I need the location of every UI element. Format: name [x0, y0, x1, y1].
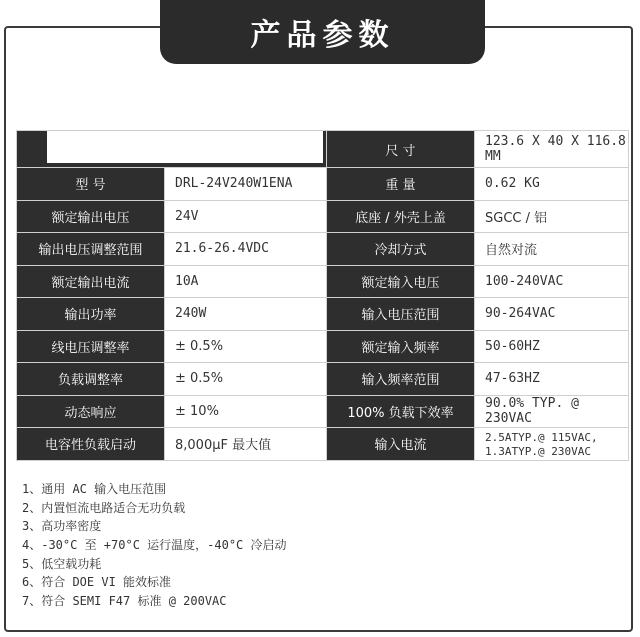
blank-header-cell: [17, 131, 327, 168]
table-row: [17, 395, 629, 428]
spec-value: 123.6 X 40 X 116.8 MM: [475, 131, 629, 168]
spec-label: 重 量: [327, 168, 475, 201]
feature-list: [22, 480, 602, 611]
table-row: [17, 298, 629, 331]
spec-label: 额定输出电流: [17, 265, 165, 298]
spec-value: 100-240VAC: [475, 265, 629, 298]
input-current-115v: 2.5ATYP.@ 115VAC,: [485, 430, 598, 444]
input-current-230v: 1.3ATYP.@ 230VAC: [485, 444, 591, 458]
spec-table: [16, 130, 629, 461]
table-row: [17, 265, 629, 298]
feature-item: 6、符合 DOE VI 能效标准: [22, 575, 172, 590]
spec-label: 线电压调整率: [17, 330, 165, 363]
spec-value: 90-264VAC: [475, 298, 629, 331]
spec-label: 额定输入电压: [327, 265, 475, 298]
spec-value: ± 0.5%: [165, 363, 327, 396]
spec-label: 输出功率: [17, 298, 165, 331]
spec-label: 动态响应: [17, 395, 165, 428]
feature-item: 7、符合 SEMI F47 标准 @ 200VAC: [22, 594, 227, 609]
spec-label: 输入电压范围: [327, 298, 475, 331]
spec-label: 输入频率范围: [327, 363, 475, 396]
spec-value: ± 0.5%: [165, 330, 327, 363]
feature-item: 1、通用 AC 输入电压范围: [22, 482, 167, 496]
table-row: [17, 363, 629, 396]
table-row: [17, 330, 629, 363]
spec-label: 负载调整率: [17, 363, 165, 396]
spec-value: 240W: [165, 298, 327, 331]
spec-label: 型 号: [17, 168, 165, 201]
spec-value: SGCC / 铝: [475, 200, 629, 233]
spec-value: 24V: [165, 200, 327, 233]
spec-value: 10A: [165, 265, 327, 298]
table-row: [17, 200, 629, 233]
spec-value: 50-60HZ: [475, 330, 629, 363]
spec-value: 90.0% TYP. @ 230VAC: [475, 395, 629, 428]
feature-item: 2、内置恒流电路适合无功负载: [22, 500, 186, 515]
spec-value: 0.62 KG: [475, 168, 629, 201]
table-row: [17, 131, 629, 168]
spec-value: DRL-24V240W1ENA: [165, 168, 327, 201]
title-banner: [160, 0, 485, 64]
spec-value: ± 10%: [165, 395, 327, 428]
spec-label: 100% 负载下效率: [327, 395, 475, 428]
table-row: [17, 428, 629, 461]
table-row: [17, 168, 629, 201]
spec-label: 输出电压调整范围: [17, 233, 165, 266]
spec-label: 输入电流: [327, 428, 475, 461]
feature-item: 4、-30°C 至 +70°C 运行温度，-40°C 冷启动: [22, 538, 287, 553]
feature-item: 3、高功率密度: [22, 519, 102, 534]
spec-value: 8,000μF 最大值: [165, 428, 327, 461]
feature-item: 5、低空载功耗: [22, 556, 102, 571]
spec-label: 额定输入频率: [327, 330, 475, 363]
spec-value: 21.6-26.4VDC: [165, 233, 327, 266]
spec-label: 额定输出电压: [17, 200, 165, 233]
spec-label: 尺 寸: [327, 131, 475, 168]
spec-value: [475, 428, 629, 461]
spec-label: 底座 / 外壳上盖: [327, 200, 475, 233]
spec-label: 电容性负载启动: [17, 428, 165, 461]
page-title: 产品参数: [250, 18, 395, 53]
spec-value: 自然对流: [475, 233, 629, 266]
spec-value: 47-63HZ: [475, 363, 629, 396]
spec-label: 冷却方式: [327, 233, 475, 266]
table-row: [17, 233, 629, 266]
